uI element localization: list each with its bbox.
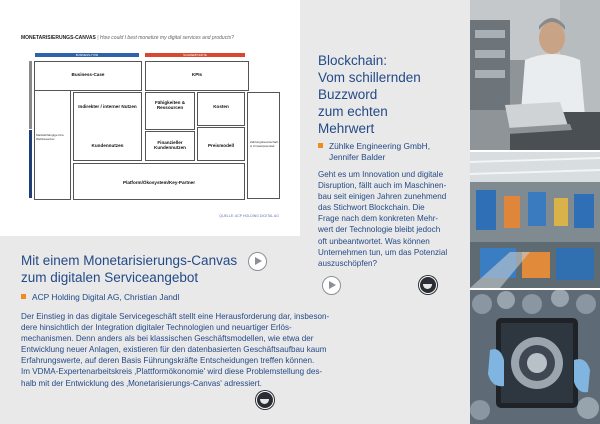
left-article-title[interactable]: Mit einem Monetarisierungs-Canvas zum digitalen Serviceangebot (21, 253, 238, 285)
canvas-side-bar-grey (29, 61, 32, 129)
right-body-line: Geht es um Innovation und digitale (318, 170, 444, 179)
left-article-body (21, 311, 331, 389)
right-body-line: Unternehmen tun, um das Potenzial (318, 247, 448, 257)
right-article-author: Zühlke Engineering GmbH, Jennifer Balder (318, 141, 468, 163)
right-body-line: das Stichwort Blockchain. Die (318, 203, 425, 213)
right-title-line: Vom schillernden (318, 70, 421, 85)
play-icon[interactable] (248, 252, 267, 271)
right-title-line: Buzzword (318, 87, 378, 102)
canvas-label-business-case: Business-Case (71, 72, 105, 77)
photo-factory-hall-image (470, 152, 600, 288)
canvas-right-column-label: Zahlungsbereitschaft & Umsatzpotential (250, 140, 278, 148)
right-title-line: zum echten (318, 104, 388, 119)
canvas-left-column-label: Marktabhängige bzw. Wettbewerber (36, 133, 65, 141)
play-icon[interactable] (322, 276, 341, 295)
canvas-label-capabilities: Fähigkeiten & Ressourcen (154, 100, 186, 111)
canvas-top-bar-left: BUSINESS-TYPE (35, 53, 139, 57)
canvas-label-indirect-benefit: Indirekter / interner Nutzen (78, 104, 137, 109)
right-article-title[interactable] (318, 52, 463, 137)
left-body-line: Entwicklung neuer Anlagen, existieren für den datenbasierten Geschäftsaufbau kaum (21, 345, 327, 355)
canvas-label-kpis: KPIs (191, 72, 203, 77)
bullet-square-icon (21, 294, 26, 299)
left-body-line: dere hinsichtlich der Integration digitaler Technologien und neuartiger Erlös- (21, 323, 292, 333)
canvas-top-bar-right: SCHWERPUNKTE (145, 53, 245, 57)
canvas-label-price-model: Preismodell (207, 143, 235, 148)
left-article-author: ACP Holding Digital AG, Christian Jandl (21, 292, 281, 303)
right-body-line: oft unbeantwortet. Was können (318, 236, 430, 246)
right-body-line: Frage nach dem konkreten Mehr- (318, 214, 439, 224)
canvas-label-financial-customer-benefit: Finanzieller Kundennutzen (154, 140, 186, 151)
right-title-line: Blockchain: (318, 53, 388, 68)
canvas-side-bar-navy (29, 130, 32, 198)
left-body-line: halb mit der Entwicklung des ‚Monetarisierungs-Canvas' adressiert. (21, 378, 262, 388)
photo-tablet-inspection (470, 290, 600, 424)
monetization-canvas-figure (21, 30, 283, 220)
right-article-body (318, 169, 468, 269)
left-body-line: Im VDMA-Expertenarbeitskreis ‚Plattformökonomie' wird diese Problemstellung des- (21, 367, 323, 377)
canvas-box-indirect-benefit (73, 92, 142, 161)
bullet-square-icon (318, 143, 323, 148)
left-body-line: Erfahrungswerte, auf deren Basis Führungskräfte Entscheidungen treffen können. (21, 356, 315, 366)
canvas-figure-title: MONETARISIERUNGS-CANVAS | How could I best monetize my digital services and products? (21, 35, 234, 41)
canvas-label-platform: Platform/Ökosystem/Key-Partner (123, 180, 195, 185)
right-body-line: bau seit einigen Jahren zunehmend (318, 192, 447, 202)
canvas-label-customer-benefit: Kundennutzen (91, 143, 124, 148)
canvas-label-costs: Kosten (213, 104, 229, 109)
read-more-disc-icon[interactable] (419, 276, 437, 294)
canvas-box-capabilities (145, 92, 195, 130)
right-body-line: wert der Technologie bleibt jedoch (318, 225, 441, 235)
photo-tablet-inspection-image (470, 290, 600, 424)
left-body-line: mechanismen. Denn anders als bei klassischen Geschäftsmodellen, wie etwa der (21, 334, 314, 344)
read-more-disc-icon[interactable] (256, 391, 274, 409)
canvas-figure-subtitle: | How could I best monetize my digital services and products? (97, 35, 234, 41)
right-title-line: Mehrwert (318, 121, 375, 136)
right-body-line: Disruption, fällt auch im Maschinen- (318, 181, 447, 191)
photo-engineer-laptop (470, 0, 600, 150)
photo-engineer-laptop-image (470, 0, 600, 150)
right-body-line: auszuschöpfen? (318, 258, 377, 268)
canvas-source-credit: QUELLE: ACP HOLDING DIGITAL AG (219, 214, 279, 218)
left-body-line: Der Einstieg in das digitale Servicegeschäft stellt eine Herausforderung dar, insbeson- (21, 312, 330, 321)
photo-factory-hall (470, 152, 600, 288)
